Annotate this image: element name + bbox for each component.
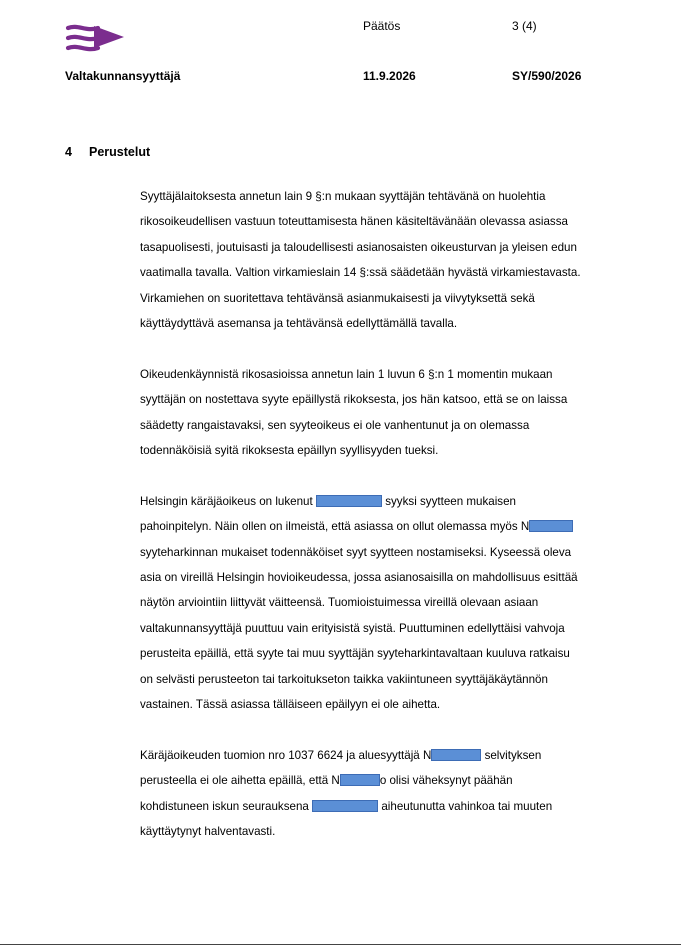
text-line: Oikeudenkäynnistä rikosasioissa annetun lain 1 luvun 6 §:n 1 momentin mukaan	[140, 367, 553, 381]
text-line: vaatimalla tavalla. Valtion virkamieslain 14 §:ssä säädetään hyvästä virkamiestavasta.	[140, 266, 581, 280]
text-line: rikosoikeudellisen vastuun toteuttamisesta hänen käsiteltävänään olevassa asiassa	[140, 215, 568, 229]
text-line: käyttäytynyt halventavasti.	[140, 825, 276, 839]
text-line: perusteita epäillä, että syyte tai muu syyttäjän syyteharkintavaltaan kuuluva ratkaisu	[140, 647, 570, 661]
text-segment: Käräjäoikeuden tuomion nro 1037 6624 ja aluesyyttäjä N	[140, 748, 432, 762]
text-line: syyttäjän on nostettava syyte epäillystä rikoksesta, jos hän katsoo, että se on laissa	[140, 393, 568, 407]
organization-name: Valtakunnansyyttäjä	[65, 69, 181, 83]
text-line: valtakunnansyyttäjä puuttuu vain erityisistä syistä. Puuttuminen edellyttäisi vahvoja	[140, 621, 565, 635]
redaction-box	[431, 749, 481, 761]
redaction-box	[316, 495, 382, 507]
paragraph-4	[140, 743, 630, 845]
text-line: on selvästi perusteeton tai tarkoitukseton taikka vakiintuneen syyttäjäkäytännön	[140, 672, 548, 686]
decision-date: 11.9.2026	[363, 69, 416, 83]
text-line	[140, 514, 630, 539]
prosecution-service-logo	[64, 20, 126, 58]
section-number: 4	[65, 145, 72, 159]
text-line: näytön arviointiin liittyvät väitteensä. Tuomioistuimessa vireillä olevaan asiaan	[140, 596, 539, 610]
text-segment: syyksi syytteen mukaisen	[385, 494, 517, 508]
text-line: tasapuolisesti, joutuisasti ja taloudellisesti asianosaisten oikeusturvan ja yleisen edun	[140, 240, 577, 254]
text-line: Syyttäjälaitoksesta annetun lain 9 §:n mukaan syyttäjän tehtävänä on huolehtia	[140, 190, 546, 203]
section-heading	[65, 145, 150, 159]
paragraph-3	[140, 489, 630, 718]
text-segment: perusteella ei ole aihetta epäillä, että N	[140, 774, 340, 788]
redaction-box	[312, 800, 378, 812]
reference-number: SY/590/2026	[512, 69, 582, 83]
text-line	[140, 794, 630, 819]
text-line: todennäköisiä syitä rikoksesta epäillyn syyllisyyden tueksi.	[140, 444, 439, 458]
text-line: syyteharkinnan mukaiset todennäköiset syyt syytteen nostamiseksi. Kyseessä oleva	[140, 545, 572, 559]
text-line	[140, 768, 630, 793]
redaction-box	[529, 520, 573, 532]
text-segment: aiheutunutta vahinkoa tai muuten	[381, 799, 553, 813]
doc-type: Päätös	[363, 19, 401, 33]
text-segment: pahoinpitelyn. Näin ollen on ilmeistä, että asiassa on ollut olemassa myös N	[140, 520, 530, 534]
section-title: Perustelut	[89, 145, 151, 159]
text-line: vastainen. Tässä asiassa tälläiseen epäilyyn ei ole aihetta.	[140, 698, 441, 712]
text-line: säädetty rangaistavaksi, sen syyteoikeus ei ole vanhentunut ja on olemassa	[140, 418, 530, 432]
redaction-box	[340, 774, 380, 786]
text-segment: selvityksen	[484, 748, 542, 762]
text-line: käyttäydyttävä asemansa ja tehtävänsä edellyttämällä tavalla.	[140, 317, 458, 331]
text-segment: kohdistuneen iskun seurauksena	[140, 799, 309, 813]
page-indicator: 3 (4)	[512, 19, 537, 33]
text-line: Virkamiehen on suoritettava tehtävänsä asianmukaisesti ja viivytyksettä sekä	[140, 291, 535, 305]
page-bottom-divider	[0, 944, 681, 945]
text-line	[140, 489, 630, 514]
text-line: asia on vireillä Helsingin hovioikeudessa, jossa asianosaisilla on mahdollisuus esittää	[140, 571, 578, 585]
paragraph-1	[140, 184, 630, 336]
text-segment: o olisi väheksynyt päähän	[379, 774, 513, 788]
text-segment: Helsingin käräjäoikeus on lukenut	[140, 494, 313, 508]
paragraph-2	[140, 362, 630, 464]
document-body	[140, 184, 630, 870]
text-line	[140, 743, 630, 768]
